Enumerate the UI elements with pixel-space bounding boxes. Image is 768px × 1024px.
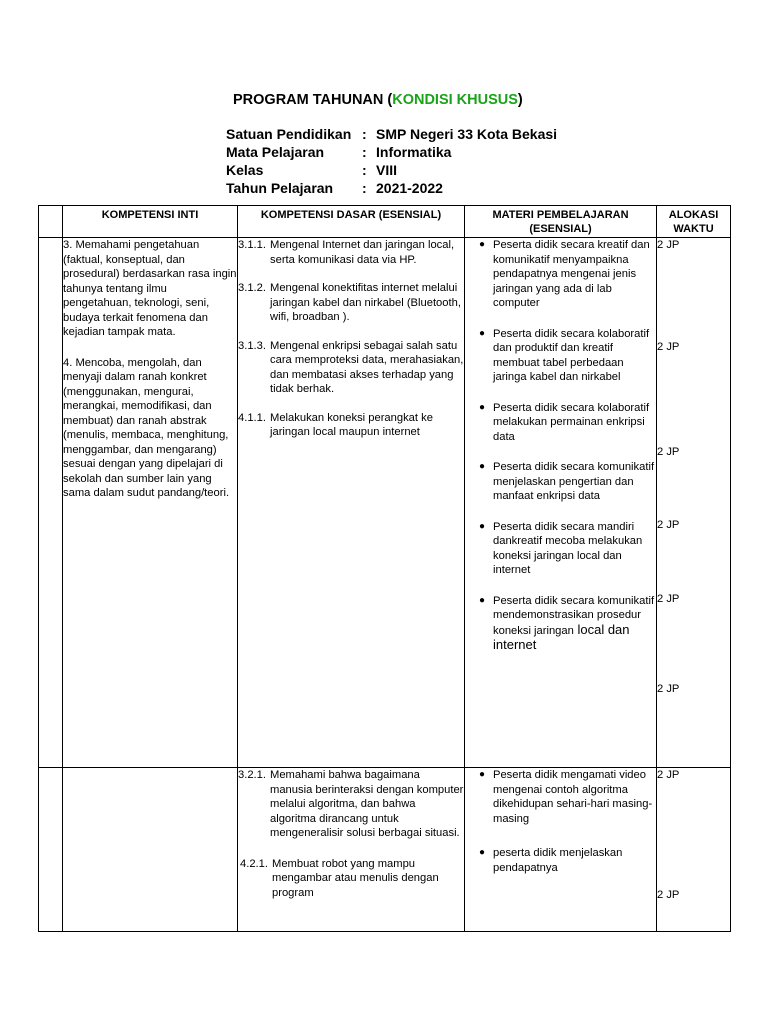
table-row <box>39 768 731 932</box>
materi-item <box>465 846 656 875</box>
meta-value: SMP Negeri 33 Kota Bekasi <box>376 126 558 142</box>
meta-row <box>226 143 557 161</box>
materi-text <box>493 594 656 654</box>
ki-item: 4. Mencoba, mengolah, dan menyaji dalam ranah konkret (menggunakan, mengurai, merangkai, memodifikasi, dan membuat) dan ranah abstrak (menulis, membaca, menghitung, menggambar, dan mengarang) sesuai dengan yang dipelajari di sekolah dan sumber lain yang sama dalam sudut pandang/teori. <box>63 356 230 499</box>
ki-item: 3. Memahami pengetahuan (faktual, konseptual, dan prosedural) berdasarkan rasa ingin tahunya tentang ilmu pengetahuan, teknologi, seni, budaya terkait fenomena dan kejadian tampak mata. <box>63 239 237 338</box>
bullet-icon: ● <box>478 401 486 413</box>
materi-text: Peserta didik secara mandiri dankreatif mecoba melakukan koneksi jaringan local dan internet <box>493 520 643 576</box>
bullet-icon: ● <box>478 461 486 472</box>
kd-number: 4.2.1. <box>240 857 268 870</box>
meta-sep: : <box>362 180 367 196</box>
meta-label: Tahun Pelajaran <box>226 180 334 196</box>
row-number-cell <box>39 238 63 768</box>
kd-item <box>238 339 464 397</box>
title-prefix: PROGRAM TAHUNAN ( <box>233 92 393 108</box>
kd-cell <box>238 768 465 932</box>
materi-text-part: Peserta didik secara komunikatif mendemonstrasikan prosedur koneksi jaringan <box>493 594 655 637</box>
kd-item <box>238 857 464 901</box>
table-row <box>39 238 731 768</box>
materi-item <box>465 238 656 311</box>
kd-number: 3.1.1. <box>238 239 266 251</box>
meta-label: Mata Pelajaran <box>226 144 325 160</box>
meta-value: VIII <box>376 162 398 178</box>
materi-item <box>465 594 656 654</box>
header-kompetensi-dasar: KOMPETENSI DASAR (ESENSIAL) <box>238 206 465 238</box>
alokasi-value: 2 JP <box>657 683 680 695</box>
meta-value: 2021-2022 <box>376 180 443 196</box>
ki-cell <box>63 238 238 768</box>
document-title <box>233 92 523 108</box>
materi-item <box>465 520 656 578</box>
bullet-icon: ● <box>478 520 486 532</box>
materi-text: peserta didik menjelaskan pendapatnya <box>493 847 623 874</box>
bullet-icon: ● <box>478 769 486 780</box>
materi-item <box>465 401 656 445</box>
kd-item <box>238 768 464 841</box>
materi-text: Peserta didik secara kolaboratif melakukan permainan enkripsi data <box>493 401 650 443</box>
kd-number: 4.1.1. <box>238 411 266 424</box>
kd-cell <box>238 238 465 768</box>
alokasi-value: 2 JP <box>657 593 680 605</box>
meta-block <box>226 125 557 197</box>
materi-text: Peserta didik secara kreatif dan komunikatif menyampaikna pendapatnya mengenai jenis jaringan yang ada di lab computer <box>493 239 650 309</box>
kd-text: Mengenal enkripsi sebagai salah satu cara memproteksi data, merahasiakan, dan membatasi akses terhadap yang tidak berhak. <box>270 339 464 395</box>
alokasi-value: 2 JP <box>657 341 680 353</box>
alokasi-value: 2 JP <box>657 446 680 458</box>
meta-label: Satuan Pendidikan <box>226 126 352 142</box>
materi-text: Peserta didik secara komunikatif menjelaskan pengertian dan manfaat enkripsi data <box>493 461 655 502</box>
kd-item <box>238 281 464 325</box>
table-header-row <box>39 206 731 238</box>
bullet-icon: ● <box>478 239 486 250</box>
alokasi-cell <box>657 238 731 768</box>
alokasi-cell <box>657 768 731 932</box>
kd-text: Membuat robot yang mampu mengambar atau menulis dengan program <box>272 857 439 899</box>
bullet-icon: ● <box>478 327 486 339</box>
materi-item <box>465 327 656 385</box>
alokasi-value: 2 JP <box>657 239 680 251</box>
materi-item <box>465 460 656 504</box>
kd-number: 3.1.2. <box>238 282 266 294</box>
alokasi-value: 2 JP <box>657 889 680 901</box>
kd-item <box>238 238 464 267</box>
bullet-icon: ● <box>478 847 486 858</box>
title-suffix: ) <box>517 92 523 108</box>
alokasi-value: 2 JP <box>657 519 680 531</box>
meta-row <box>226 179 557 197</box>
materi-text: Peserta didik secara kolaboratif dan produktif dan kreatif membuat tabel perbedaan jaringa kabel dan nirkabel <box>493 327 650 383</box>
meta-sep: : <box>362 162 367 178</box>
materi-item <box>465 768 656 826</box>
kd-number: 3.1.3. <box>238 339 266 352</box>
meta-row <box>226 161 557 179</box>
bullet-icon: ● <box>478 594 486 606</box>
program-table <box>38 205 731 932</box>
materi-cell <box>465 238 657 768</box>
materi-text-part-large: local dan internet <box>493 621 630 652</box>
meta-value: Informatika <box>376 144 452 160</box>
meta-label: Kelas <box>226 162 264 178</box>
row-number-cell <box>39 768 63 932</box>
materi-cell <box>465 768 657 932</box>
kd-text: Melakukan koneksi perangkat ke jaringan local maupun internet <box>270 411 433 438</box>
kd-number: 3.2.1. <box>238 769 266 781</box>
alokasi-value: 2 JP <box>657 769 680 781</box>
meta-row <box>226 125 557 143</box>
materi-text: Peserta didik mengamati video mengenai contoh algoritma dikehidupan sehari-hari masing-masing <box>493 769 653 825</box>
kd-text: Mengenal konektifitas internet melalui jaringan kabel dan nirkabel (Bluetooth, wifi, broadban ). <box>270 282 461 323</box>
header-alokasi: ALOKASI WAKTU <box>657 206 731 238</box>
kd-text: Mengenal Internet dan jaringan local, serta komunikasi data via HP. <box>270 239 455 266</box>
meta-sep: : <box>362 126 367 142</box>
header-blank <box>39 206 63 238</box>
kd-item <box>238 411 464 440</box>
header-materi: MATERI PEMBELAJARAN (ESENSIAL) <box>465 206 657 238</box>
title-highlight: KONDISI KHUSUS <box>392 92 518 108</box>
kd-text: Memahami bahwa bagaimana manusia berinteraksi dengan komputer melalui algoritma, dan bahwa algoritma dirancang untuk mengeneralisir solusi berbagai situasi. <box>270 769 464 839</box>
ki-cell <box>63 768 238 932</box>
meta-sep: : <box>362 144 367 160</box>
header-kompetensi-inti: KOMPETENSI INTI <box>63 206 238 238</box>
